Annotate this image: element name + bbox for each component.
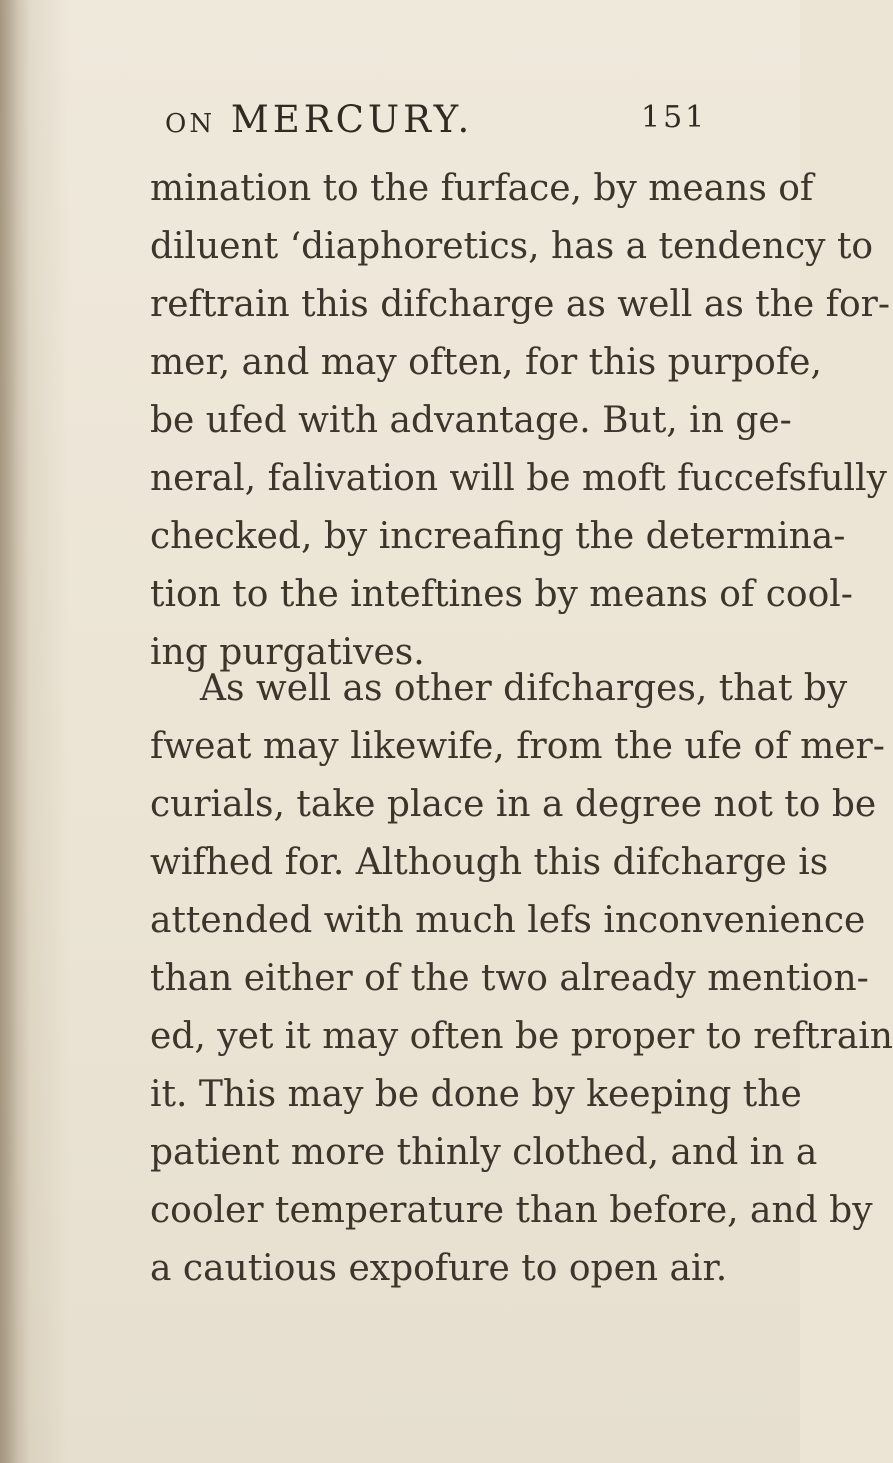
text-line: attended with much lefs inconvenience — [150, 900, 866, 941]
text-line: wifhed for. Although this difcharge is — [150, 842, 829, 883]
text-line: a cautious expofure to open air. — [150, 1248, 728, 1289]
text-line: curials, take place in a degree not to be — [150, 784, 877, 825]
text-line: neral, falivation will be moft fuccefsfully — [150, 458, 887, 499]
text-line: than either of the two already mention- — [150, 958, 869, 999]
text-line: tion to the inteftines by means of cool- — [150, 574, 853, 615]
text-line: diluent ‘diaphoretics, has a tendency to — [150, 226, 874, 267]
text-line: mer, and may often, for this purpofe, — [150, 342, 822, 383]
text-line: cooler temperature than before, and by — [150, 1190, 873, 1231]
text-line: fweat may likewife, from the ufe of mer- — [150, 726, 885, 767]
text-line: As well as other difcharges, that by — [200, 668, 848, 709]
text-line: ed, yet it may often be proper to reftrain — [150, 1016, 893, 1057]
binding-shadow — [0, 0, 30, 1463]
text-line: it. This may be done by keeping the — [150, 1074, 802, 1115]
text-line: reftrain this difcharge as well as the for- — [150, 284, 891, 325]
paragraph-2 — [150, 660, 893, 1298]
running-header — [165, 98, 765, 158]
text-line: checked, by increafing the determina- — [150, 516, 846, 557]
text-line: ing purgatives. — [150, 632, 425, 673]
text-line: patient more thinly clothed, and in a — [150, 1132, 818, 1173]
running-title-prefix: ON — [165, 109, 216, 139]
page-number: 151 — [641, 100, 708, 135]
paragraph-1 — [150, 160, 891, 682]
text-line: be ufed with advantage. But, in ge- — [150, 400, 792, 441]
running-title-main: MERCURY. — [230, 98, 474, 141]
running-title — [165, 98, 473, 141]
text-line: mination to the furface, by means of — [150, 168, 814, 209]
